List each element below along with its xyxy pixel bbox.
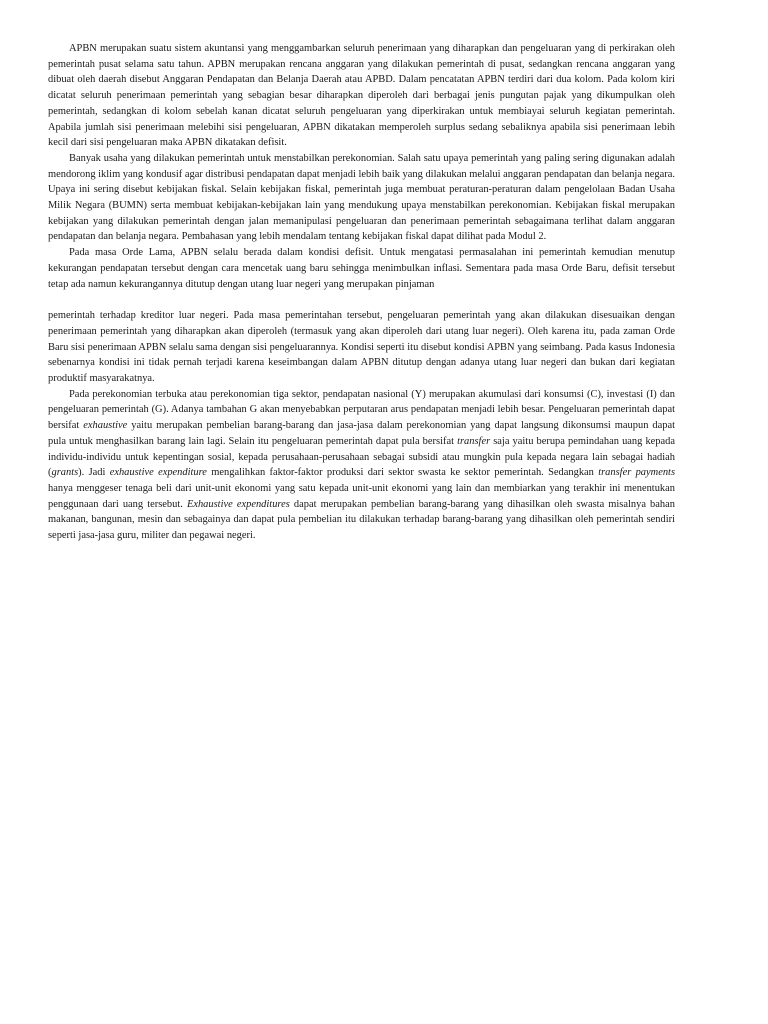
- text-run: yaitu merupakan pembelian barang-barang dan jasa-jasa dalam perekonomian yang dapat langsung dikonsumsi maupun dapat pula untuk menghasilkan barang lain lagi. Selain itu pengeluaran pemerintah dapat pula bersifat: [48, 420, 675, 447]
- italic-term: exhaustive: [83, 420, 128, 432]
- paragraph-orde-baru: pemerintah terhadap kreditor luar negeri. Pada masa pemerintahan tersebut, pengeluaran pemerintah yang akan dilakukan disesuaikan dengan penerimaan pemerintah yang diharapkan akan diperoleh (termasuk yang akan diperoleh dari utang luar negeri). Oleh karena itu, pada zaman Orde Baru sisi penerimaan APBN selalu sama dengan sisi pengeluarannya. Kondisi seperti itu disebut kondisi APBN yang seimbang. Pada kasus Indonesia sebenarnya kondisi ini tidak pernah terjadi karena keseimbangan dalam APBN ditutup dengan adanya utang luar negeri dan bukan dari kegiatan produktif masyarakatnya.: [48, 310, 675, 385]
- italic-term: exhaustive expenditure: [109, 467, 207, 479]
- paragraph-apbn-definition: APBN merupakan suatu sistem akuntansi yang menggambarkan seluruh penerimaan yang diharapkan dan pengeluaran yang di perkirakan oleh pemerintah pusat selama satu tahun. APBN merupakan rencana anggaran yang dilakukan pemerintah di pusat, sedangkan rencana anggaran yang dibuat oleh daerah disebut Anggaran Pendapatan dan Belanja Daerah atau APBD. Dalam pencatatan APBN terdiri dari dua kolom. Pada kolom kiri dicatat seluruh penerimaan pemerintah yang sebagian besar diharapkan diperoleh dari berbagai jenis pungutan pajak yang dikumpulkan oleh pemerintah, sedangkan di kolom sebelah kanan dicatat seluruh pengeluaran yang diperkirakan untuk membiayai seluruh kegiatan pemerintah. Apabila jumlah sisi penerimaan melebihi sisi pengeluaran, APBN dikatakan memperoleh surplus sedang sebaliknya apabila sisi penerimaan lebih kecil dari sisi pengeluaran maka APBN dikatakan defisit.: [48, 43, 675, 149]
- paragraph-government-spending: [48, 387, 675, 544]
- italic-term: grants: [51, 467, 79, 479]
- italic-term: Exhaustive expenditures: [186, 498, 290, 510]
- document-body: [48, 41, 675, 544]
- paragraph-fiscal-policy: Banyak usaha yang dilakukan pemerintah untuk menstabilkan perekonomian. Salah satu upaya pemerintah yang paling sering digunakan adalah mendorong iklim yang kondusif agar distribusi pendapatan dapat menjadi lebih baik yang dilakukan melalui anggaran pendapatan dan belanja negara. Upaya ini sering disebut kebijakan fiskal. Selain kebijakan fiskal, pemerintah juga membuat peraturan-peraturan dalam pengelolaan Badan Usaha Milik Negara (BUMN) serta membuat kebijakan-kebijakan lain yang mendukung upaya menstabilkan perekonomian. Kebijakan fiskal merupakan kebijakan yang dilakukan pemerintah dengan jalan memanipulasi pengeluaran dan penerimaan pemerintah sebagaimana terlihat dalam anggaran pendapatan dan belanja negara. Pembahasan yang lebih mendalam tentang kebijakan fiskal dapat dilihat pada Modul 2.: [48, 152, 675, 243]
- italic-term: transfer: [457, 435, 491, 447]
- text-run: dapat merupakan pembelian barang-barang yang dihasilkan oleh swasta misalnya bahan makanan, bangunan, mesin dan sebagainya dan dapat pula pembelian itu dilakukan terhadap barang-barang yang dihasilkan oleh pemerintah sendiri seperti jasa-jasa guru, militer dan pegawai negeri.: [48, 498, 675, 542]
- italic-term: transfer payments: [598, 467, 676, 479]
- text-run: Pada perekonomian terbuka atau perekonomian tiga sektor, pendapatan nasional (Y) merupakan akumulasi dari konsumsi (C), investasi (I) dan pengeluaran pemerintah (G). Adanya tambahan G akan menyebabkan perputaran arus pendapatan menjadi lebih besar. Pengeluaran pemerintah dapat bersifat: [48, 388, 675, 432]
- text-run: hanya menggeser tenaga beli dari unit-unit ekonomi yang satu kepada unit-unit ekonomi yang lain dan membiarkan yang terakhir ini menentukan penggunaan dari uang tersebut.: [48, 482, 675, 510]
- text-run: saja yaitu berupa pemindahan uang kepada individu-individu untuk kepentingan sosial, kepada perusahaan-perusahaan sebagai subsidi atau mungkin pula kepada negara lain sebagai hadiah (: [48, 435, 676, 479]
- page-break-gap: [48, 292, 675, 308]
- text-run: mengalihkan faktor-faktor produksi dari sektor swasta ke sektor pemerintah. Sedangkan: [206, 467, 599, 479]
- text-run: ). Jadi: [78, 467, 110, 479]
- paragraph-orde-lama: Pada masa Orde Lama, APBN selalu berada dalam kondisi defisit. Untuk mengatasi permasalahan ini pemerintah kemudian menutup kekurangan pendapatan tersebut dengan cara mencetak uang baru sehingga menimbulkan inflasi. Sementara pada masa Orde Baru, defisit tersebut tetap ada namun kekurangannya ditutup dengan utang luar negeri yang merupakan pinjaman: [48, 247, 675, 290]
